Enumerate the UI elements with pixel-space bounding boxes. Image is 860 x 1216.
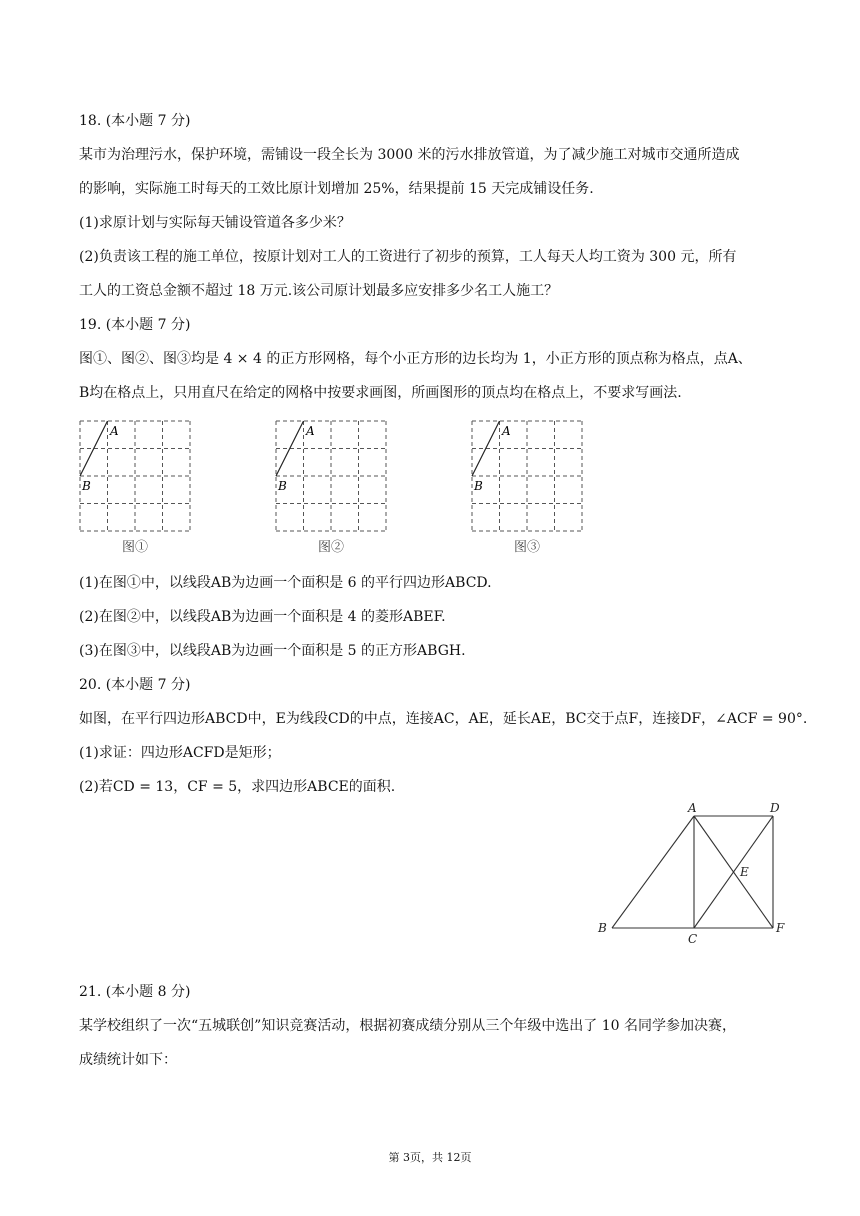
point-b-label: B: [474, 479, 483, 493]
q20-text-line-1: 如图，在平行四边形ABCD中，E为线段CD的中点，连接AC，AE，延长AE，BC交于点F，连接DF，∠ACF = 90°.: [79, 711, 808, 727]
grid-figure-2: [268, 414, 398, 560]
point-e-label: E: [740, 865, 749, 879]
grid-caption: 图①: [121, 540, 149, 555]
point-c-label: C: [688, 932, 698, 946]
grid-figure-1: [72, 414, 202, 560]
point-b-label: B: [278, 479, 287, 493]
grid-caption: 图③: [513, 540, 541, 555]
point-a-label: A: [306, 424, 315, 438]
point-d-label: D: [770, 801, 780, 815]
point-a-label: A: [688, 801, 697, 815]
point-b-label: B: [82, 479, 91, 493]
q19-text-line-1: 图①、图②、图③均是 4 × 4 的正方形网格，每个小正方形的边长均为 1，小正方形的顶点称为格点，点A、: [79, 351, 752, 367]
q19-part-1: (1)在图①中，以线段AB为边画一个面积是 6 的平行四边形ABCD.: [79, 575, 492, 591]
q18-text-line-2: 的影响，实际施工时每天的工效比原计划增加 25%，结果提前 15 天完成铺设任务.: [79, 181, 594, 197]
q18-part-2-line-1: (2)负责该工程的施工单位，按原计划对工人的工资进行了初步的预算，工人每天人均工资为 300 元，所有: [79, 249, 737, 265]
point-a-label: A: [502, 424, 511, 438]
q21-heading: 21. (本小题 8 分): [79, 984, 191, 1000]
q18-text-line-1: 某市为治理污水，保护环境，需铺设一段全长为 3000 米的污水排放管道，为了减少施工对城市交通所造成: [79, 147, 740, 163]
q19-part-3: (3)在图③中，以线段AB为边画一个面积是 5 的正方形ABGH.: [79, 643, 466, 659]
q19-part-2: (2)在图②中，以线段AB为边画一个面积是 4 的菱形ABEF.: [79, 609, 446, 625]
q18-heading: 18. (本小题 7 分): [79, 113, 191, 129]
grid-caption: 图②: [317, 540, 345, 555]
grid-figure-3: [464, 414, 594, 560]
q20-part-1: (1)求证：四边形ACFD是矩形；: [79, 745, 281, 761]
q20-heading: 20. (本小题 7 分): [79, 677, 191, 693]
q19-text-line-2: B均在格点上，只用直尺在给定的网格中按要求画图，所画图形的顶点均在格点上，不要求写画法.: [79, 385, 682, 401]
q21-text-line-2: 成绩统计如下：: [79, 1052, 177, 1068]
q21-text-line-1: 某学校组织了一次“五城联创”知识竞赛活动，根据初赛成绩分别从三个年级中选出了 10 名同学参加决赛，: [79, 1018, 737, 1034]
page-number-footer: 第 3页，共 12页: [388, 1151, 472, 1164]
point-f-label: F: [776, 921, 785, 935]
q20-geometry-figure: [590, 796, 800, 948]
q20-part-2: (2)若CD = 13，CF = 5，求四边形ABCE的面积.: [79, 779, 396, 795]
point-b-label: B: [598, 921, 607, 935]
q18-part-1: (1)求原计划与实际每天铺设管道各多少米？: [79, 215, 351, 231]
segment-ba: [612, 816, 694, 928]
q18-part-2-line-2: 工人的工资总金额不超过 18 万元.该公司原计划最多应安排多少名工人施工？: [79, 283, 559, 299]
q19-heading: 19. (本小题 7 分): [79, 317, 191, 333]
point-a-label: A: [110, 424, 119, 438]
